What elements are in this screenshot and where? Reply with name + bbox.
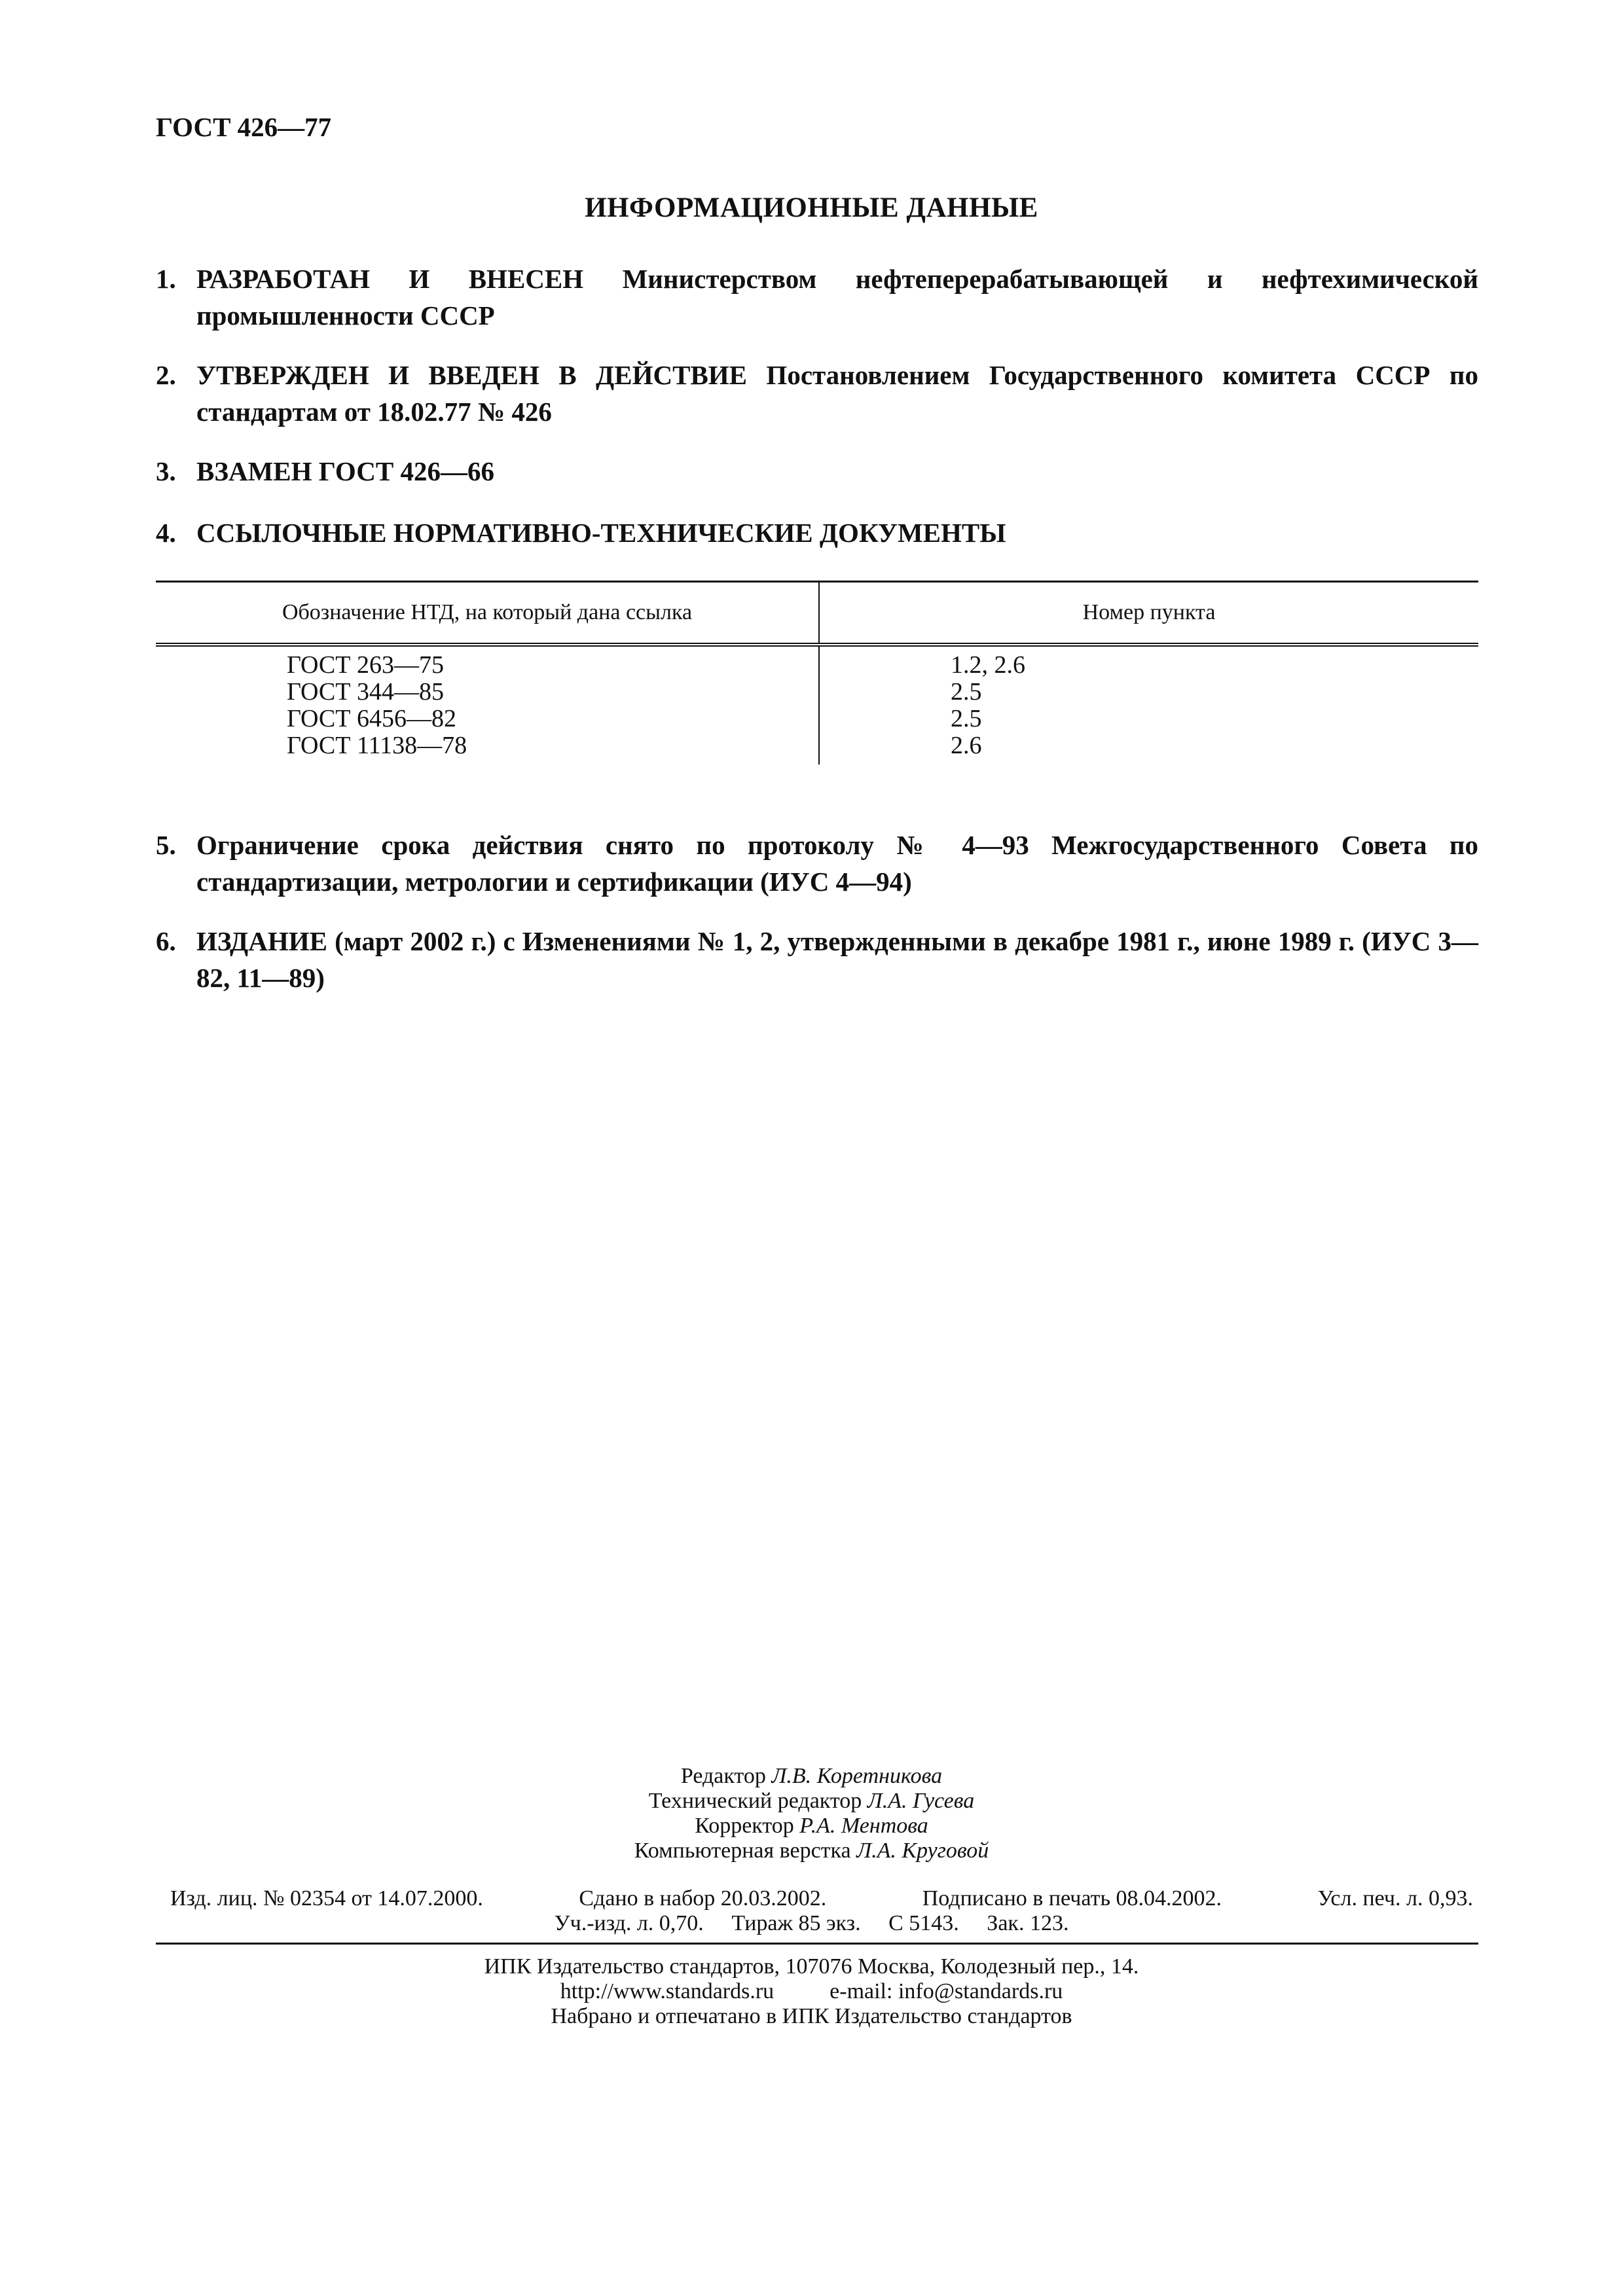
column-header-document: Обозначение НТД, на который дана ссылка <box>156 582 819 645</box>
references-table <box>156 581 1478 764</box>
credit-line: Корректор Р.А. Ментова <box>695 1814 928 1838</box>
section-title: ИНФОРМАЦИОННЫЕ ДАННЫЕ <box>585 192 1038 223</box>
publisher-printed: Набрано и отпечатано в ИПК Издательство стандартов <box>551 2004 1072 2028</box>
info-item-2: 2. УТВЕРЖДЕН И ВВЕДЕН В ДЕЙСТВИЕ Постановлением Государственного комитета СССР по стандартам от 18.02.77 № 426 <box>156 360 1478 427</box>
divider <box>156 1943 1478 1945</box>
info-item-6: 6. ИЗДАНИЕ (март 2002 г.) с Изменениями № 1, 2, утвержденными в декабре 1981 г., июне 1989 г. (ИУС 3—82, 11—89) <box>156 926 1478 993</box>
imprint-line-2: Уч.-изд. л. 0,70. Тираж 85 экз. С 5143. Зак. 123. <box>554 1911 1069 1935</box>
publisher-url[interactable]: http://www.standards.ru <box>560 1979 775 2003</box>
publisher-email[interactable]: e-mail: info@standards.ru <box>830 1979 1063 2003</box>
publisher-contacts <box>0 1979 1623 2004</box>
publisher-block <box>0 1954 1623 2029</box>
publisher-address: ИПК Издательство стандартов, 107076 Москва, Колодезный пер., 14. <box>484 1954 1139 1979</box>
info-item-3: 3. ВЗАМЕН ГОСТ 426—66 <box>156 456 494 486</box>
document-code: ГОСТ 426—77 <box>156 112 332 142</box>
credits-block <box>0 1764 1623 1863</box>
table-header-row <box>156 582 1478 645</box>
credit-line: Компьютерная верстка Л.А. Круговой <box>634 1839 989 1863</box>
info-item-5: 5. Ограничение срока действия снято по протоколу № 4—93 Межгосударственного Совета по стандартизации, метрологии и сертификации (ИУС 4—94) <box>156 830 1478 897</box>
credit-line: Технический редактор Л.А. Гусева <box>648 1789 975 1813</box>
credit-line: Редактор Л.В. Коретникова <box>680 1764 943 1788</box>
table-row <box>156 645 1478 764</box>
column-header-clause: Номер пункта <box>819 582 1478 645</box>
ref-doc: ГОСТ 263—75 ГОСТ 344—85 ГОСТ 6456—82 ГОСТ 11138—78 <box>156 645 819 764</box>
info-item-4: 4. ССЫЛОЧНЫЕ НОРМАТИВНО-ТЕХНИЧЕСКИЕ ДОКУМЕНТЫ <box>156 518 1006 548</box>
info-item-1: 1. РАЗРАБОТАН И ВНЕСЕН Министерством нефтеперерабатывающей и нефтехимической промышленности СССР <box>156 264 1479 331</box>
ref-clause: 1.2, 2.6 2.5 2.5 2.6 <box>951 651 1025 759</box>
imprint-line-1: Изд. лиц. № 02354 от 14.07.2000. Сдано в набор 20.03.2002. Подписано в печать 08.04.2002. Усл. печ. л. 0,93. <box>170 1886 1473 1910</box>
